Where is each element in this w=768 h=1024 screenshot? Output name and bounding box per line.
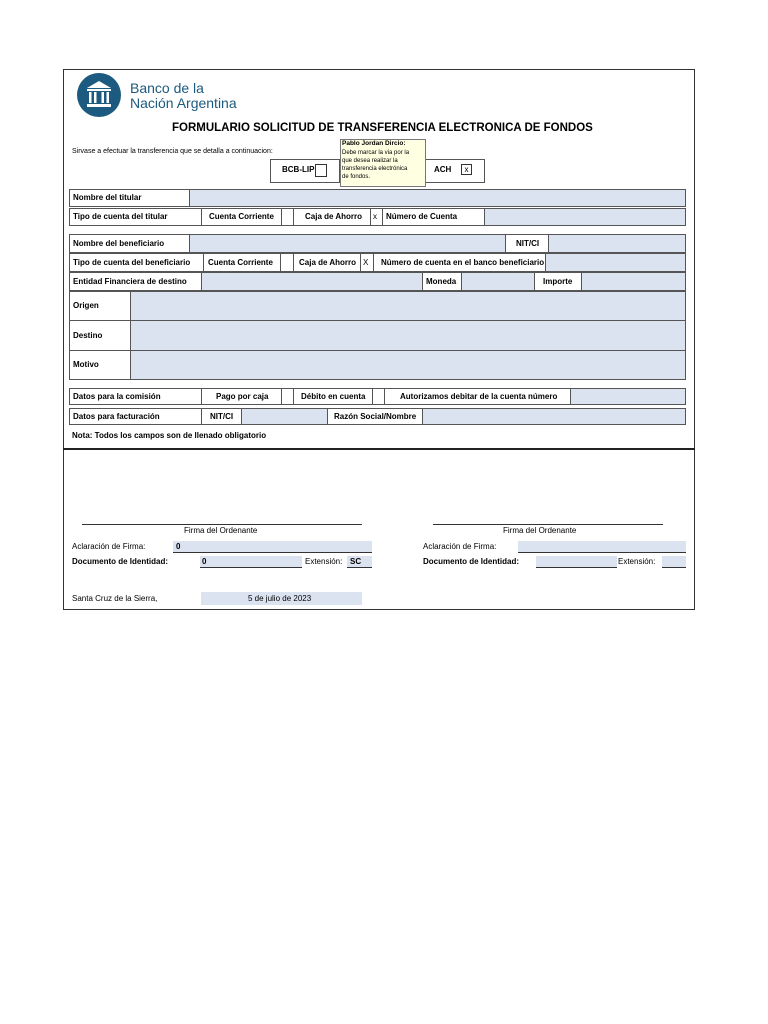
- importe-field[interactable]: [581, 272, 686, 291]
- aclaracion-field-right[interactable]: [518, 541, 686, 553]
- firma-label-right: Firma del Ordenante: [503, 526, 577, 535]
- bank-logo: [76, 72, 122, 118]
- doc-value-left: 0: [202, 557, 207, 566]
- ext-label-right: Extensión:: [618, 557, 656, 566]
- bank-name-line1: Banco de la: [130, 80, 204, 96]
- comment-author: Pablo Jordan Dircio:: [342, 140, 406, 147]
- aclaracion-label-right: Aclaración de Firma:: [423, 542, 497, 551]
- doc-label-left: Documento de Identidad:: [72, 557, 168, 566]
- benef-ca-label: Caja de Ahorro: [293, 253, 361, 272]
- moneda-label: Moneda: [422, 272, 462, 291]
- doc-label-right: Documento de Identidad:: [423, 557, 519, 566]
- bank-building-icon: [76, 72, 122, 118]
- section-divider: [63, 448, 695, 450]
- firma-line-left: [82, 524, 362, 525]
- titular-cc-label: Cuenta Corriente: [201, 208, 282, 226]
- autoriza-label: Autorizamos debitar de la cuenta número: [384, 388, 571, 405]
- motivo-field[interactable]: [130, 350, 686, 380]
- comment-line4: de fondos.: [342, 174, 371, 180]
- moneda-field[interactable]: [461, 272, 535, 291]
- firma-label-left: Firma del Ordenante: [184, 526, 258, 535]
- aclaracion-label-left: Aclaración de Firma:: [72, 542, 146, 551]
- benef-name-field[interactable]: [189, 234, 506, 253]
- benef-ca-mark[interactable]: X: [360, 253, 374, 272]
- benef-nit-field[interactable]: [548, 234, 686, 253]
- destino-field[interactable]: [130, 320, 686, 351]
- benef-num-label: Número de cuenta en el banco beneficiario: [373, 253, 546, 272]
- debito-label: Débito en cuenta: [293, 388, 373, 405]
- benef-cc-mark[interactable]: [280, 253, 294, 272]
- facturacion-label: Datos para facturación: [69, 408, 202, 425]
- doc-field-right[interactable]: [536, 556, 617, 568]
- benef-tipo-label: Tipo de cuenta del beneficiario: [69, 253, 204, 272]
- benef-name-label: Nombre del beneficiario: [69, 234, 190, 253]
- instruction-text: Sirvase a efectuar la transferencia que se detalla a continuacion:: [72, 148, 273, 155]
- fact-nit-field[interactable]: [241, 408, 328, 425]
- bcb-checkbox[interactable]: [315, 164, 327, 177]
- razon-label: Razón Social/Nombre: [327, 408, 423, 425]
- entidad-label: Entidad Financiera de destino: [69, 272, 202, 291]
- nota-text: Nota: Todos los campos son de llenado obligatorio: [72, 431, 267, 440]
- ach-checkbox[interactable]: x: [461, 164, 472, 175]
- comment-line1: Debe marcar la via por la: [342, 150, 410, 156]
- lugar-text: Santa Cruz de la Sierra,: [72, 594, 158, 603]
- comment-line3: transferencia electrónica: [342, 166, 408, 172]
- aclaracion-field-left[interactable]: [173, 541, 372, 553]
- bcb-label: BCB-LIP: [282, 165, 315, 174]
- fecha-text: 5 de julio de 2023: [248, 594, 312, 603]
- benef-num-field[interactable]: [545, 253, 686, 272]
- motivo-label: Motivo: [69, 350, 131, 380]
- doc-field-left[interactable]: [200, 556, 302, 568]
- ach-label: ACH: [434, 165, 452, 174]
- pago-caja-label: Pago por caja: [201, 388, 282, 405]
- comment-line2: que desea realizar la: [342, 158, 398, 164]
- autoriza-field[interactable]: [570, 388, 686, 405]
- aclaracion-value-left: 0: [176, 542, 181, 551]
- firma-line-right: [433, 524, 663, 525]
- benef-cc-label: Cuenta Corriente: [203, 253, 281, 272]
- importe-label: Importe: [534, 272, 582, 291]
- razon-field[interactable]: [422, 408, 686, 425]
- titular-name-label: Nombre del titular: [69, 189, 190, 207]
- origen-field[interactable]: [130, 291, 686, 321]
- titular-num-field[interactable]: [484, 208, 686, 226]
- ext-value-left: SC: [350, 557, 362, 566]
- benef-nit-label: NIT/CI: [505, 234, 549, 253]
- titular-ca-mark[interactable]: x: [370, 208, 383, 226]
- bank-name-line2: Nación Argentina: [130, 95, 237, 111]
- fact-nit-label: NIT/CI: [201, 408, 242, 425]
- ext-field-right[interactable]: [662, 556, 686, 568]
- titular-tipo-label: Tipo de cuenta del titular: [69, 208, 202, 226]
- ext-label-left: Extensión:: [305, 557, 343, 566]
- entidad-field[interactable]: [201, 272, 423, 291]
- comision-label: Datos para la comisión: [69, 388, 202, 405]
- titular-num-label: Número de Cuenta: [382, 208, 485, 226]
- titular-ca-label: Caja de Ahorro: [293, 208, 371, 226]
- origen-label: Origen: [69, 291, 131, 321]
- form-title: FORMULARIO SOLICITUD DE TRANSFERENCIA ELECTRONICA DE FONDOS: [172, 122, 593, 134]
- titular-name-field[interactable]: [189, 189, 686, 207]
- destino-label: Destino: [69, 320, 131, 351]
